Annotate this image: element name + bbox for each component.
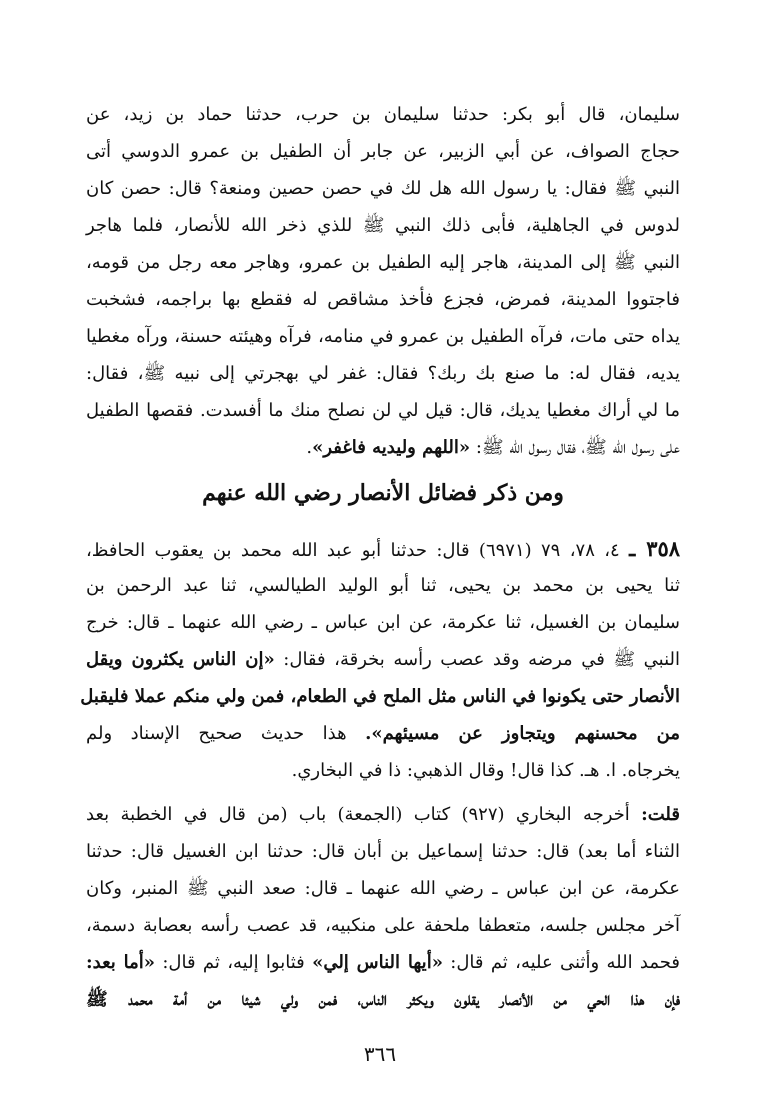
section-heading: ومن ذكر فضائل الأنصار رضي الله عنهم — [202, 480, 564, 506]
prophetic-quote: «أما بعد: — [86, 952, 156, 973]
text-line — [86, 530, 680, 567]
prophetic-quote: «أيها الناس إلي» — [312, 952, 443, 973]
text-line: النبي ﷺ فقال: يا رسول الله هل لك في حصن حصين ومنعة؟ قال: حصن كان — [86, 178, 680, 199]
text-line: الأنصار حتى يكونوا في الناس مثل الملح في الطعام، فمن ولي منكم عملا فليقبل — [80, 686, 680, 707]
commentary-paragraph — [86, 796, 680, 1018]
comment-label: قلت: — [641, 804, 680, 825]
line-text: النبي ﷺ في مرضه وقد عصب رأسه بخرقة، فقال: — [274, 649, 680, 670]
text-line: فاجتووا المدينة، فمرض، فجزع فأخذ مشاقص له فقطع بها براجمه، فشخبت — [86, 289, 680, 310]
text-line — [86, 641, 680, 678]
line-text: فحمد الله وأثنى عليه، ثم قال: — [442, 952, 680, 973]
line-text: . — [306, 437, 313, 458]
line-text: على رسول الله ﷺ، فقال رسول الله ﷺ: — [470, 437, 680, 458]
text-line: آخر مجلس جلسه، متعطفا ملحفة على منكبيه، قد عصب رأسه بعصابة دسمة، — [86, 915, 680, 936]
text-line: سليمان، قال أبو بكر: حدثنا سليمان بن حرب، حدثنا حماد بن زيد، عن — [86, 104, 680, 125]
line-text: ٤، ٧٨، ٧٩ (٦٩٧١) قال: حدثنا أبو عبد الله محمد بن يعقوب الحافظ، — [86, 540, 630, 561]
text-line: يخرجاه. ا. هـ. كذا قال! وقال الذهبي: ذا في البخاري. — [291, 760, 680, 781]
text-line: النبي ﷺ إلى المدينة، هاجر إليه الطفيل بن عمرو، وهاجر معه رجل من قومه، — [86, 252, 680, 273]
text-line: يديه، فقال له: ما صنع بك ربك؟ فقال: غفر لي بهجرتي إلى نبيه ﷺ، فقال: — [86, 363, 680, 384]
text-line — [86, 715, 680, 752]
text-line: لدوس في الجاهلية، فأبى ذلك النبي ﷺ للذي ذخر الله للأنصار، فلما هاجر — [86, 215, 680, 236]
prophetic-quote: «إن الناس يكثرون ويقل — [86, 649, 275, 670]
text-line — [86, 796, 680, 833]
text-line: ما لي أراك مغطيا يديك، قال: قيل لي لن نصلح منك ما أفسدت. فقصها الطفيل — [86, 400, 680, 421]
line-text: هذا حديث صحيح الإسناد ولم — [86, 723, 366, 744]
line-text: فثابوا إليه، ثم قال: — [155, 952, 313, 973]
hadith-paragraph — [80, 530, 681, 789]
text-line: عكرمة، عن ابن عباس ـ رضي الله عنهما ـ قال: صعد النبي ﷺ المنبر، وكان — [86, 878, 680, 899]
hadith-number: ٣٥٨ ـ — [629, 536, 681, 561]
narration-paragraph — [86, 96, 680, 466]
prophetic-quote: «اللهم وليديه فاغفر» — [312, 437, 471, 458]
line-text: أخرجه البخاري (٩٢٧) كتاب (الجمعة) باب (من قال في الخطبة بعد — [86, 804, 642, 825]
text-line: فإن هذا الحي من الأنصار يقلون ويكثر الناس، فمن ولي شيئا من أمة محمد ﷺ — [86, 989, 680, 1010]
text-line — [86, 944, 680, 981]
page-number: ٣٦٦ — [363, 1042, 397, 1066]
text-line — [86, 429, 680, 466]
text-line: حجاج الصواف، عن أبي الزبير، عن جابر أن الطفيل بن عمرو الدوسي أتى — [86, 141, 680, 162]
text-line: الثناء أما بعد) قال: حدثنا إسماعيل بن أبان قال: حدثنا ابن الغسيل قال: حدثنا — [86, 841, 680, 862]
text-line: سليمان بن الغسيل، ثنا عكرمة، عن ابن عباس ـ رضي الله عنهما ـ قال: خرج — [86, 612, 680, 633]
text-line: يداه حتى مات، فرآه الطفيل بن عمرو في منامه، فرآه وهيئته حسنة، ورآه مغطيا — [86, 326, 680, 347]
text-line: ثنا يحيى بن محمد بن يحيى، ثنا أبو الوليد الطيالسي، ثنا عبد الرحمن بن — [86, 575, 680, 596]
prophetic-quote: من محسنهم ويتجاوز عن مسيئهم». — [365, 723, 681, 744]
